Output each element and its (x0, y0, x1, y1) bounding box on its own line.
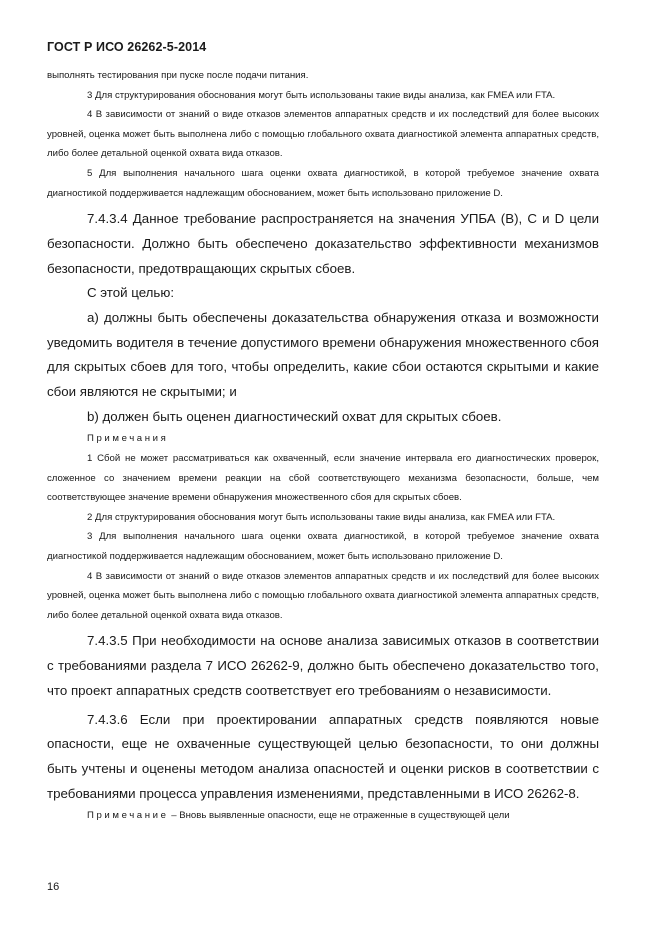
note-2: 2 Для структурирования обоснования могут быть использованы такие виды анализа, как FMEA или FTA. (87, 511, 556, 523)
note-5: 5 Для выполнения начального шага оценки охвата диагностикой, в которой требуемое значение охвата диагностикой поддерживается надлежащим обоснованием, может быть использовано приложение D. (47, 167, 599, 199)
clause-7-4-3-4: 7.4.3.4 Данное требование распространяется на значения УПБА (В), С и D цели безопасности. Должно быть обеспечено доказательство эффективности механизмов безопасности, предотвращающих скрытых сбоев. (47, 211, 599, 276)
notes-heading (47, 429, 599, 449)
page-number: 16 (47, 881, 60, 893)
final-note-text: Вновь выявленные опасности, еще не отраженные в существующей цели (179, 810, 510, 822)
final-note-dash: – (168, 810, 180, 822)
clause-item-b: b) должен быть оценен диагностический охват для скрытых сбоев. (87, 408, 502, 424)
note-1: 1 Сбой не может рассматриваться как охваченный, если значение интервала его диагностических проверок, сложенное со значением времени реакции на сбой соответствующего механизма безопасности, больше, чем соответствующее значение времени обнаружения множественного сбоя для скрытых сбоев. (47, 453, 599, 504)
note-continuation: выполнять тестирования при пуске после подачи питания. (47, 70, 309, 81)
final-note-label: Примечание (87, 810, 169, 822)
note-3: 3 Для структурирования обоснования могут быть использованы такие виды анализа, как FMEA или FTA. (87, 89, 556, 101)
notes-heading-text: Примечания (87, 433, 169, 445)
note-4b: 4 В зависимости от знаний о виде отказов элементов аппаратных средств и их последствий для более высоких уровней, оценка может быть выполнена либо с помощью глобального охвата диагностикой элемента аппаратных средств, либо более детальной оценкой охвата вида отказов. (47, 570, 599, 621)
document-header: ГОСТ Р ИСО 26262-5-2014 (47, 40, 207, 54)
clause-7-4-3-6: 7.4.3.6 Если при проектировании аппаратных средств появляются новые опасности, еще не охваченные существующей целью безопасности, то они должны быть учтены и оценены методом анализа опасностей и оценки рисков в соответствии с требованиями процесса управления изменениями, представленными в ИСО 26262-8. (47, 711, 599, 801)
clause-item-a: a) должны быть обеспечены доказательства обнаружения отказа и возможности уведомить водителя в течение допустимого времени обнаружения множественного сбоя для скрытых сбоев для того, чтобы определить, какие сбои остаются скрытыми и какие сбои являются не скрытыми; и (47, 309, 599, 400)
page-content (47, 66, 599, 826)
clause-7-4-3-5: 7.4.3.5 При необходимости на основе анализа зависимых отказов в соответствии с требованиями раздела 7 ИСО 26262-9, должно быть обеспечено доказательство того, что проект аппаратных средств соответствует его требованиям о независимости. (47, 633, 599, 698)
note-4: 4 В зависимости от знаний о виде отказов элементов аппаратных средств и их последствий для более высоких уровней, оценка может быть выполнена либо с помощью глобального охвата диагностикой элемента аппаратных средств, либо более детальной оценкой охвата вида отказов. (47, 109, 599, 160)
note-3b: 3 Для выполнения начального шага оценки охвата диагностикой, в которой требуемое значение охвата диагностикой поддерживается надлежащим обоснованием, может быть использовано приложение D. (47, 531, 599, 563)
clause-intro: С этой целью: (87, 285, 175, 301)
final-note (47, 806, 599, 826)
